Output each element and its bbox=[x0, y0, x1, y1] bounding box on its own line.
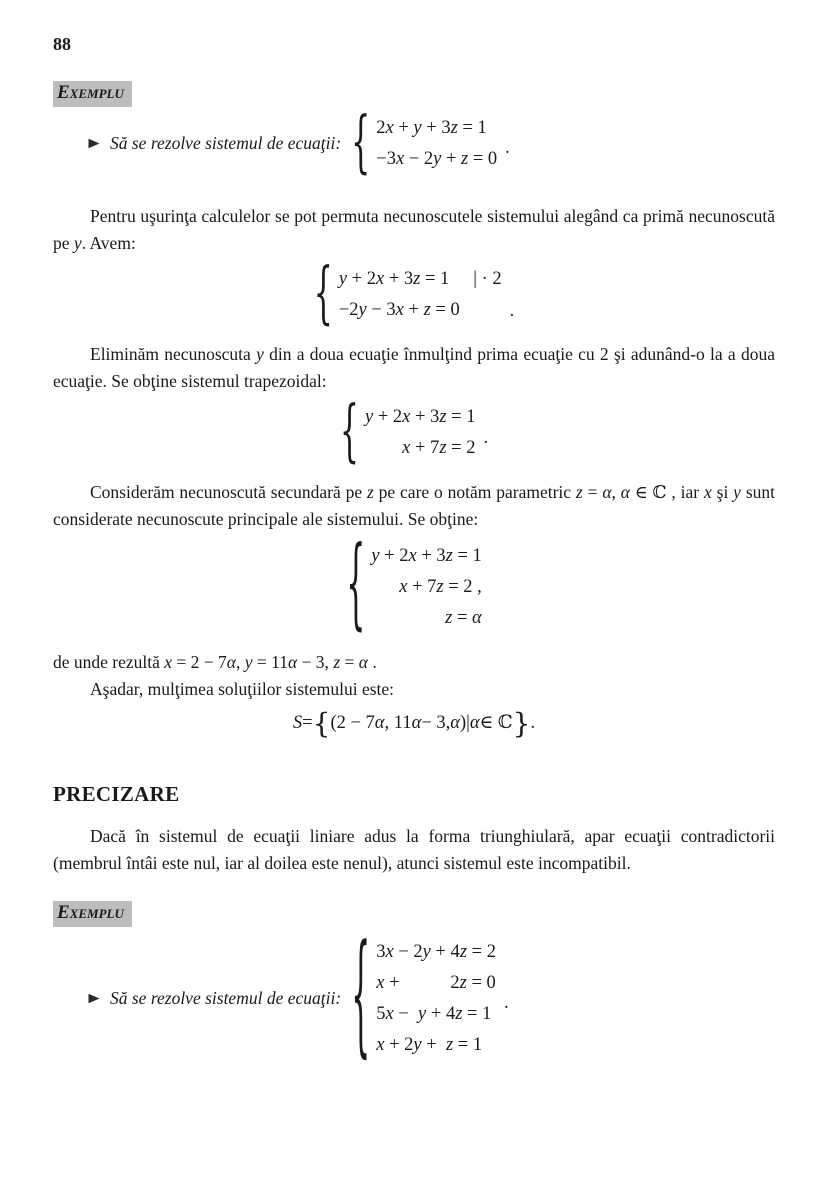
exemplu-badge-2-wrap bbox=[53, 901, 775, 927]
equation-lines bbox=[371, 541, 481, 634]
equation-lines bbox=[365, 402, 475, 464]
equation-system-2 bbox=[313, 254, 502, 334]
equation-line: x + 7z = 2 , bbox=[399, 576, 482, 597]
solution-intro-line: Aşadar, mulţimea soluţiilor sistemului este: bbox=[90, 678, 395, 699]
equation-line: z = α bbox=[445, 607, 482, 628]
example-prompt: Să se rezolve sistemul de ecuaţii: bbox=[110, 133, 342, 154]
precizare-heading: PRECIZARE bbox=[53, 781, 180, 806]
example-2 bbox=[87, 919, 775, 1074]
sentence-period: . bbox=[509, 301, 515, 322]
equation-line: y + 2x + 3z = 1 bbox=[365, 407, 476, 428]
left-brace: { bbox=[346, 527, 366, 644]
equation-line: −2y − 3x + z = 0 bbox=[338, 300, 460, 321]
system-2-row bbox=[53, 254, 775, 334]
sentence-period: . bbox=[483, 427, 489, 448]
solution-set-row bbox=[53, 706, 775, 740]
equation-line: x + 2z = 0 bbox=[376, 972, 496, 993]
example-1 bbox=[87, 103, 775, 183]
paragraph-1: Pentru uşurinţa calculelor se pot permuta necunoscutele sistemului alegând ca primă necunoscută pe y. Avem: bbox=[53, 205, 775, 253]
exemplu-badge bbox=[53, 901, 132, 927]
exemplu-badge-label: Exemplu bbox=[57, 902, 124, 924]
equation-line: 3x − 2y + 4z = 2 bbox=[376, 941, 496, 962]
paragraph-3: Considerăm necunoscută secundară pe z pe care o notăm parametric z = α, α ∈ ℂ , iar x şi y sunt considerate necunoscute principale ale sistemului. Se obţine: bbox=[53, 482, 775, 530]
result-line: de unde rezultă x = 2 − 7α, y = 11α − 3, z = α . bbox=[53, 651, 377, 672]
solution-set-line: S = { (2 − 7 α , 11 α − 3, α )| α ∈ ℂ } . bbox=[292, 706, 536, 740]
sentence-period: . bbox=[505, 138, 510, 159]
paragraph-4: Dacă în sistemul de ecuaţii liniare adus la forma triunghiulară, apar ecuaţii contradictorii (membrul întâi este nul, iar al doilea este nenul), atunci sistemul este incompatibil. bbox=[53, 825, 775, 873]
equation-system-1 bbox=[351, 103, 498, 183]
equation-system-4 bbox=[346, 527, 482, 644]
sentence-period: . bbox=[503, 993, 509, 1014]
arrow-bullet-icon bbox=[87, 137, 101, 150]
equation-line: y + 2x + 3z = 1 bbox=[371, 545, 482, 566]
equation-system-5 bbox=[351, 919, 496, 1074]
equation-lines bbox=[339, 264, 502, 326]
equation-lines bbox=[376, 937, 496, 1061]
equation-row bbox=[339, 264, 502, 295]
exemplu-badge-1-wrap bbox=[53, 81, 775, 107]
equation-line: −3x − 2y + z = 0 bbox=[376, 148, 498, 169]
exemplu-badge-label: Exemplu bbox=[57, 82, 124, 103]
equation-line: x + 2y + z = 1 bbox=[376, 1034, 483, 1055]
exemplu-badge bbox=[53, 81, 132, 107]
example-prompt: Să se rezolve sistemul de ecuaţii: bbox=[110, 988, 342, 1009]
equation-system-3 bbox=[339, 392, 476, 472]
equation-line: x + 7z = 2 bbox=[402, 438, 476, 459]
arrow-bullet-icon bbox=[87, 992, 101, 1005]
equation-line: y + 2x + 3z = 1 bbox=[338, 269, 450, 290]
left-brace: { bbox=[339, 392, 359, 472]
paragraph-2: Eliminăm necunoscuta y din a doua ecuaţie înmulţind prima ecuaţie cu 2 şi adunând-o la a doua ecuaţie. Se obţine sistemul trapezoidal: bbox=[53, 344, 775, 392]
left-brace: { bbox=[351, 919, 371, 1074]
multiply-annotation: | · 2 bbox=[473, 269, 502, 290]
system-4-row bbox=[53, 527, 775, 644]
equation-line: 2x + y + 3z = 1 bbox=[376, 117, 487, 138]
page-number: 88 bbox=[53, 34, 71, 54]
system-3-row bbox=[53, 392, 775, 472]
left-brace: { bbox=[313, 254, 333, 334]
equation-line: 5x − y + 4z = 1 bbox=[376, 1003, 492, 1024]
equation-lines bbox=[376, 113, 497, 175]
left-brace: { bbox=[351, 103, 371, 183]
